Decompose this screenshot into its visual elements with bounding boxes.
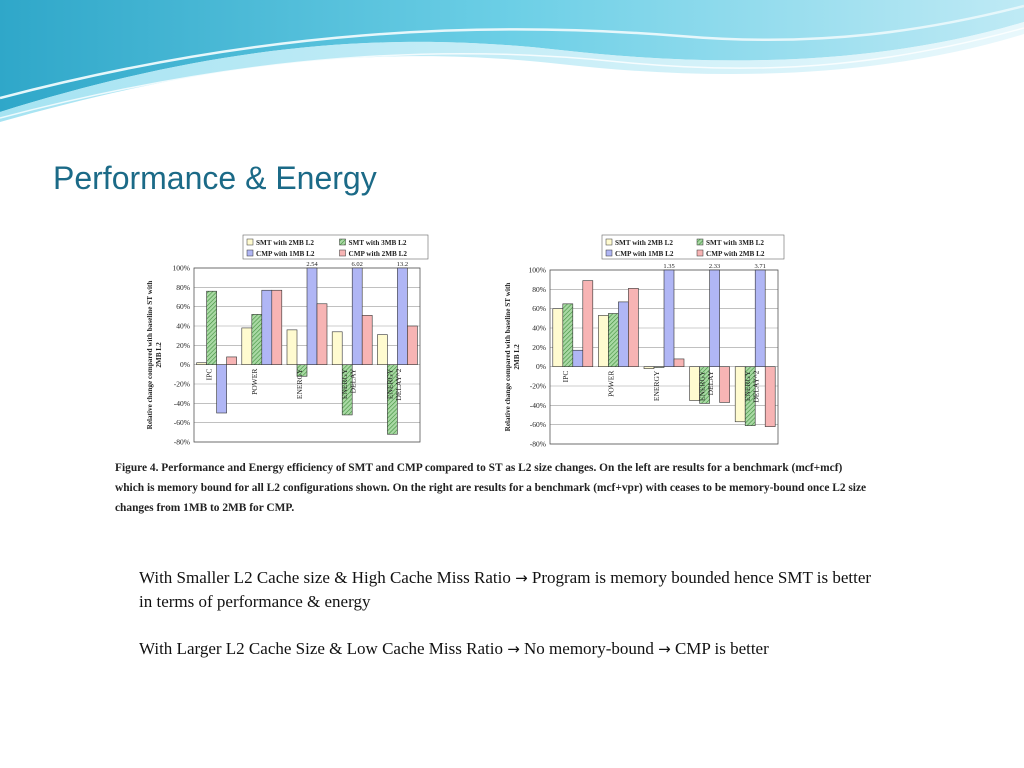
bar-cmp-with-1mb-l2	[307, 268, 317, 365]
y-tick-label: 60%	[176, 302, 190, 312]
legend-label: SMT with 3MB L2	[348, 239, 407, 247]
bar-cmp-with-1mb-l2	[710, 270, 720, 367]
bar-smt-with-2mb-l2	[287, 330, 297, 365]
legend-label: CMP with 2MB L2	[348, 250, 407, 258]
bar-smt-with-3mb-l2	[563, 304, 573, 367]
bar-smt-with-2mb-l2	[197, 363, 207, 365]
x-category-label-line: POWER	[606, 370, 616, 397]
bar-smt-with-3mb-l2	[608, 314, 618, 367]
header-wave-decoration	[0, 0, 1024, 125]
x-category-label-line: POWER	[249, 368, 259, 395]
y-axis-label-line-1: Relative change compared with baseline ST with	[504, 282, 512, 432]
p1-text-a: With Smaller L2 Cache size & High Cache Miss Ratio	[139, 568, 511, 587]
bar-cmp-with-1mb-l2	[755, 270, 765, 367]
y-tick-label: 80%	[176, 282, 190, 292]
bar-cmp-with-1mb-l2	[573, 350, 583, 366]
bar-cmp-with-2mb-l2	[272, 290, 282, 364]
legend-label: CMP with 1MB L2	[615, 250, 674, 258]
bar-cmp-with-1mb-l2	[397, 268, 407, 365]
y-axis-label	[504, 283, 521, 432]
overflow-value-label: 2.54	[306, 261, 318, 268]
bar-smt-with-2mb-l2	[377, 335, 387, 365]
x-category-label-line: IPC	[204, 368, 214, 381]
overflow-value-label: 6.02	[351, 261, 363, 268]
x-category-label	[340, 368, 358, 399]
y-tick-label: -80%	[529, 439, 546, 449]
x-category-label	[561, 371, 570, 383]
figure-panel	[112, 218, 876, 520]
legend-swatch	[340, 250, 346, 256]
y-axis-label	[146, 281, 163, 430]
y-tick-label: -20%	[173, 379, 190, 389]
body-text	[139, 566, 879, 685]
x-category-label-line: DELAY^2	[751, 370, 761, 403]
y-tick-label: 40%	[532, 323, 546, 333]
bar-cmp-with-1mb-l2	[664, 270, 674, 367]
body-paragraph-2	[139, 637, 879, 661]
bar-cmp-with-2mb-l2	[765, 367, 775, 427]
bar-cmp-with-2mb-l2	[720, 367, 730, 403]
x-category-label	[205, 369, 214, 381]
figure-caption: Figure 4. Performance and Energy efficiency of SMT and CMP compared to ST as L2 size changes. On the left are results for a benchmark (mcf+mcf) which is memory bound for all L2 configurations shown. On the right are results for a benchmark (mcf+vpr) with ceases to be memory-bound once L2 size changes from 1MB to 2MB for CMP.	[115, 462, 867, 514]
x-category-label-line: ENERGY	[743, 370, 753, 402]
y-tick-label: -60%	[529, 420, 546, 430]
x-category-label-line: ENERGY	[697, 370, 707, 402]
bar-smt-with-2mb-l2	[242, 328, 252, 365]
overflow-value-label: 2.33	[708, 263, 721, 270]
slide-title: Performance & Energy	[53, 160, 377, 196]
p2-text-a: With Larger L2 Cache Size & Low Cache Miss Ratio	[139, 639, 503, 658]
y-tick-label: 40%	[176, 321, 190, 331]
p1-text-b: Program is memory bounded hence SMT is better in terms of performance & energy	[139, 568, 872, 611]
y-tick-label: 60%	[532, 304, 546, 314]
x-category-label-line: DELAY	[706, 370, 716, 396]
x-category-label	[606, 371, 615, 397]
y-tick-label: 20%	[176, 340, 190, 350]
legend-swatch	[606, 250, 612, 256]
bar-cmp-with-2mb-l2	[674, 359, 684, 367]
bar-smt-with-2mb-l2	[553, 309, 563, 367]
y-tick-label: -20%	[529, 381, 546, 391]
body-paragraph-1	[139, 566, 879, 613]
overflow-value-label: 13.2	[396, 261, 409, 268]
y-axis-label-line-2: 2MB L2	[155, 342, 163, 368]
x-category-label-line: DELAY	[348, 368, 358, 394]
legend-label: CMP with 2MB L2	[706, 250, 765, 258]
legend-label: SMT with 2MB L2	[615, 239, 673, 247]
bar-smt-with-3mb-l2	[207, 291, 217, 364]
chart-left	[112, 218, 504, 458]
overflow-value-label: 1.35	[663, 263, 675, 270]
bar-cmp-with-2mb-l2	[317, 304, 327, 365]
bar-smt-with-2mb-l2	[332, 332, 342, 365]
legend-swatch	[340, 239, 346, 245]
y-tick-label: -40%	[173, 398, 190, 408]
bar-cmp-with-2mb-l2	[628, 288, 638, 366]
legend-swatch	[606, 239, 612, 245]
x-category-label-line: ENERGY	[295, 368, 304, 400]
arrow-right-icon: →	[515, 569, 528, 587]
y-tick-label: 100%	[172, 263, 190, 273]
x-category-label-line: ENERGY	[340, 368, 350, 400]
overflow-value-label: 3.71	[754, 263, 766, 270]
y-tick-label: -60%	[173, 418, 190, 428]
y-tick-label: 0%	[180, 360, 190, 370]
legend-label: SMT with 2MB L2	[256, 239, 314, 247]
bar-cmp-with-2mb-l2	[362, 315, 372, 364]
bar-smt-with-2mb-l2	[644, 367, 654, 369]
y-tick-label: 0%	[536, 362, 546, 372]
y-axis-label-line-1: Relative change compared with baseline ST with	[146, 280, 154, 430]
arrow-right-icon: →	[507, 640, 520, 658]
bar-smt-with-2mb-l2	[598, 315, 608, 366]
y-tick-label: -40%	[529, 400, 546, 410]
legend-label: CMP with 1MB L2	[256, 250, 315, 258]
x-category-label	[743, 370, 761, 403]
x-category-label-line: DELAY^2	[393, 368, 403, 401]
p2-text-c: CMP is better	[674, 639, 769, 658]
bar-smt-with-3mb-l2	[252, 314, 262, 364]
bar-smt-with-3mb-l2	[654, 367, 664, 368]
legend-swatch	[697, 239, 703, 245]
y-tick-label: -80%	[173, 437, 190, 447]
legend-label: SMT with 3MB L2	[706, 239, 764, 247]
y-tick-label: 20%	[532, 342, 546, 352]
x-category-label	[698, 370, 716, 401]
bar-cmp-with-2mb-l2	[227, 357, 237, 365]
chart-right	[496, 218, 876, 458]
bar-cmp-with-2mb-l2	[407, 326, 417, 365]
legend-swatch	[247, 239, 253, 245]
x-category-label	[295, 368, 304, 399]
y-axis-label-line-2: 2MB L2	[513, 344, 521, 370]
y-tick-label: 80%	[532, 284, 546, 294]
bar-cmp-with-2mb-l2	[583, 281, 593, 367]
legend-swatch	[697, 250, 703, 256]
arrow-right-icon: →	[658, 640, 671, 658]
x-category-label	[250, 369, 259, 395]
x-category-label	[385, 368, 403, 401]
y-tick-label: 100%	[528, 265, 546, 275]
bar-cmp-with-1mb-l2	[217, 365, 227, 413]
x-category-label-line: ENERGY	[385, 368, 395, 400]
legend-swatch	[247, 250, 253, 256]
bar-cmp-with-1mb-l2	[618, 302, 628, 367]
x-category-label-line: ENERGY	[652, 370, 661, 402]
p2-text-b: No memory-bound	[524, 639, 654, 658]
x-category-label-line: IPC	[560, 370, 570, 383]
x-category-label	[652, 370, 661, 401]
bar-cmp-with-1mb-l2	[262, 290, 272, 364]
bar-cmp-with-1mb-l2	[352, 268, 362, 365]
